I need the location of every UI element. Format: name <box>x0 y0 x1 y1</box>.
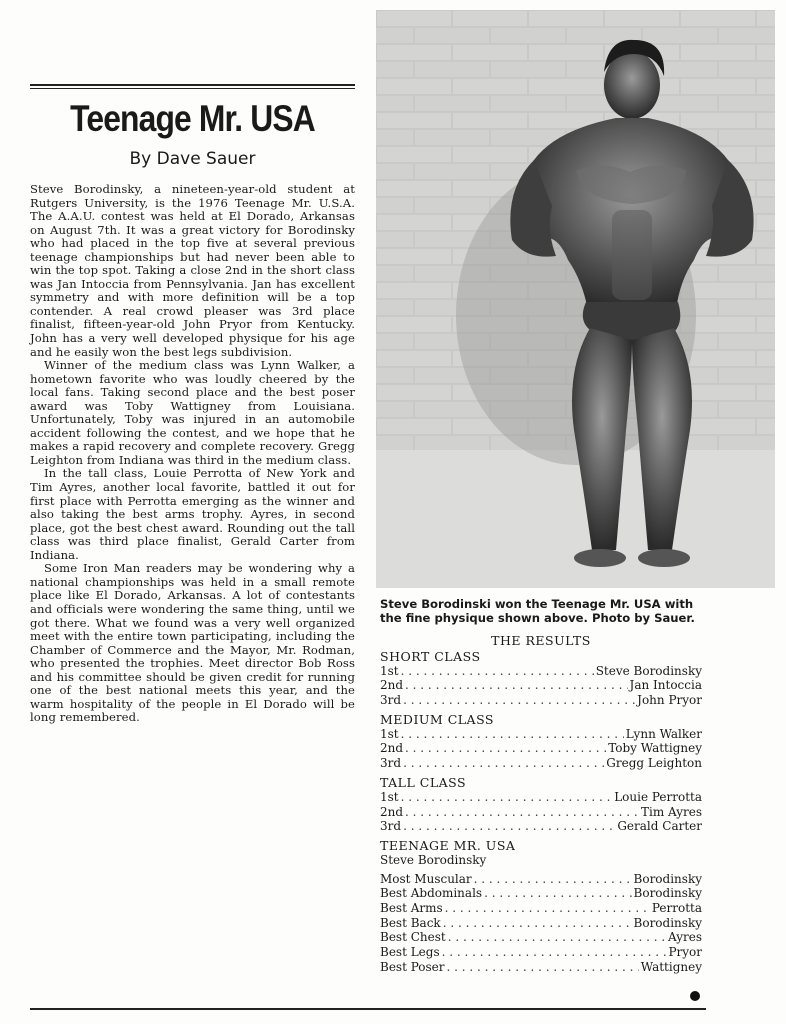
result-row <box>380 727 702 742</box>
result-name: Steve Borodinsky <box>595 663 702 678</box>
award-winner: Pryor <box>668 945 702 960</box>
bodybuilder-photo <box>376 10 775 588</box>
result-name: Jan Intoccia <box>629 678 702 693</box>
result-place: 1st <box>380 726 399 741</box>
award-name: Most Muscular <box>380 871 472 886</box>
article-paragraph: Steve Borodinsky, a nineteen-year-old student at Rutgers University, is the 1976 Teenage Mr. U.S.A. The A.A.U. contest was held at El Dorado, Arkansas on August 7th. It was a great victory for Borodinsky who had placed in the top five at several previous teenage championships but had never been able to win the top spot. Taking a close 2nd in the short class was Jan Intoccia from Pennsylvania. Jan has excellent symmetry and with more definition will be a top contender. A real crowd pleaser was 3rd place finalist, fifteen-year-old John Pryor from Kentucky. John has a very well developed physique for his age and he easily won the best legs subdivision. <box>30 182 355 359</box>
result-place: 1st <box>380 663 399 678</box>
result-place: 2nd <box>380 804 404 819</box>
leader-dots <box>474 872 632 887</box>
result-row <box>380 741 702 756</box>
leader-dots <box>403 756 604 771</box>
article-body <box>30 183 355 725</box>
leader-dots <box>484 886 631 901</box>
award-winner: Wattigney <box>640 959 702 974</box>
award-name: Best Legs <box>380 945 440 960</box>
article-paragraph: Some Iron Man readers may be wondering why a national championships was held in a small remote place like El Dorado, Arkansas. A lot of contestants and officials were wondering the same thing, until we got there. What we found was a very well organized meet with the entire town participating, including the Chamber of Commerce and the Mayor, Mr. Rodman, who presented the trophies. Meet director Bob Ross and his committee should be given credit for running one of the best national meets this year, and the warm hospitality of the people in El Dorado will be long remembered. <box>30 561 355 725</box>
end-mark <box>690 991 700 1001</box>
leader-dots <box>443 916 632 931</box>
results-column <box>380 598 702 975</box>
article-byline: By Dave Sauer <box>129 149 256 169</box>
award-winner: Ayres <box>668 930 702 945</box>
leader-dots <box>401 727 624 742</box>
overall-winner: Steve Borodinsky <box>380 852 487 867</box>
result-place: 1st <box>380 789 399 804</box>
results-class-heading: SHORT CLASS <box>380 648 481 664</box>
result-row <box>380 693 702 708</box>
award-row <box>380 901 702 916</box>
leader-dots <box>401 664 594 679</box>
results-class-heading: MEDIUM CLASS <box>380 711 494 727</box>
leader-dots <box>403 693 635 708</box>
result-row <box>380 756 702 771</box>
leader-dots <box>405 805 639 820</box>
award-row <box>380 960 702 975</box>
result-place: 3rd <box>380 819 402 834</box>
award-winner: Borodinsky <box>633 871 702 886</box>
result-place: 2nd <box>380 741 404 756</box>
photo-caption: Steve Borodinski won the Teenage Mr. USA with the fine physique shown above. Photo by Sauer. <box>380 597 695 625</box>
result-row <box>380 819 702 834</box>
award-name: Best Abdominals <box>380 886 483 901</box>
leader-dots <box>401 790 613 805</box>
article-title: Teenage Mr. USA <box>70 98 315 139</box>
result-name: Gerald Carter <box>617 819 702 834</box>
result-name: Gregg Leighton <box>606 756 702 771</box>
award-name: Best Poser <box>380 959 445 974</box>
results-class-heading: TEENAGE MR. USA <box>380 837 516 853</box>
result-place: 2nd <box>380 678 404 693</box>
leader-dots <box>405 678 627 693</box>
result-name: Louie Perrotta <box>614 789 702 804</box>
award-name: Best Arms <box>380 901 443 916</box>
results-title: THE RESULTS <box>491 632 591 648</box>
award-row <box>380 872 702 887</box>
result-row <box>380 805 702 820</box>
leader-dots <box>447 960 639 975</box>
article-paragraph: Winner of the medium class was Lynn Walker, a hometown favorite who was loudly cheered by the local fans. Taking second place and the best poser award was Toby Wattigney from Louisiana. Unfortunately, Toby was injured in an automobile accident following the contest, and we hope that he makes a rapid recovery and complete recovery. Gregg Leighton from Indiana was third in the medium class. <box>30 358 355 467</box>
result-name: John Pryor <box>637 693 702 707</box>
leader-dots <box>448 930 666 945</box>
award-name: Best Chest <box>380 930 446 945</box>
award-row <box>380 886 702 901</box>
result-name: Tim Ayres <box>641 804 702 819</box>
result-name: Toby Wattigney <box>608 741 702 756</box>
result-place: 3rd <box>380 693 402 707</box>
article-paragraph: In the tall class, Louie Perrotta of New York and Tim Ayres, another local favorite, battled it out for first place with Perrotta emerging as the winner and also taking the best arms trophy. Ayres, in second place, got the best chest award. Rounding out the tall class was third place finalist, Gerald Carter from Indiana. <box>30 466 355 562</box>
award-row <box>380 930 702 945</box>
bodybuilder-photo-illustration <box>376 10 775 588</box>
leader-dots <box>445 901 650 916</box>
result-place: 3rd <box>380 756 402 771</box>
award-winner: Perrotta <box>651 901 702 916</box>
article-column <box>30 84 355 725</box>
result-row <box>380 664 702 679</box>
award-name: Best Back <box>380 915 441 930</box>
results-class-heading: TALL CLASS <box>380 774 467 790</box>
award-row <box>380 945 702 960</box>
result-name: Lynn Walker <box>625 726 702 741</box>
leader-dots <box>442 945 667 960</box>
award-winner: Borodinsky <box>633 915 702 930</box>
result-row <box>380 790 702 805</box>
award-row <box>380 916 702 931</box>
headline-rule <box>30 84 355 89</box>
footer-rule <box>30 1008 706 1010</box>
leader-dots <box>405 741 606 756</box>
leader-dots <box>403 819 615 834</box>
result-row <box>380 678 702 693</box>
award-winner: Borodinsky <box>633 886 702 901</box>
